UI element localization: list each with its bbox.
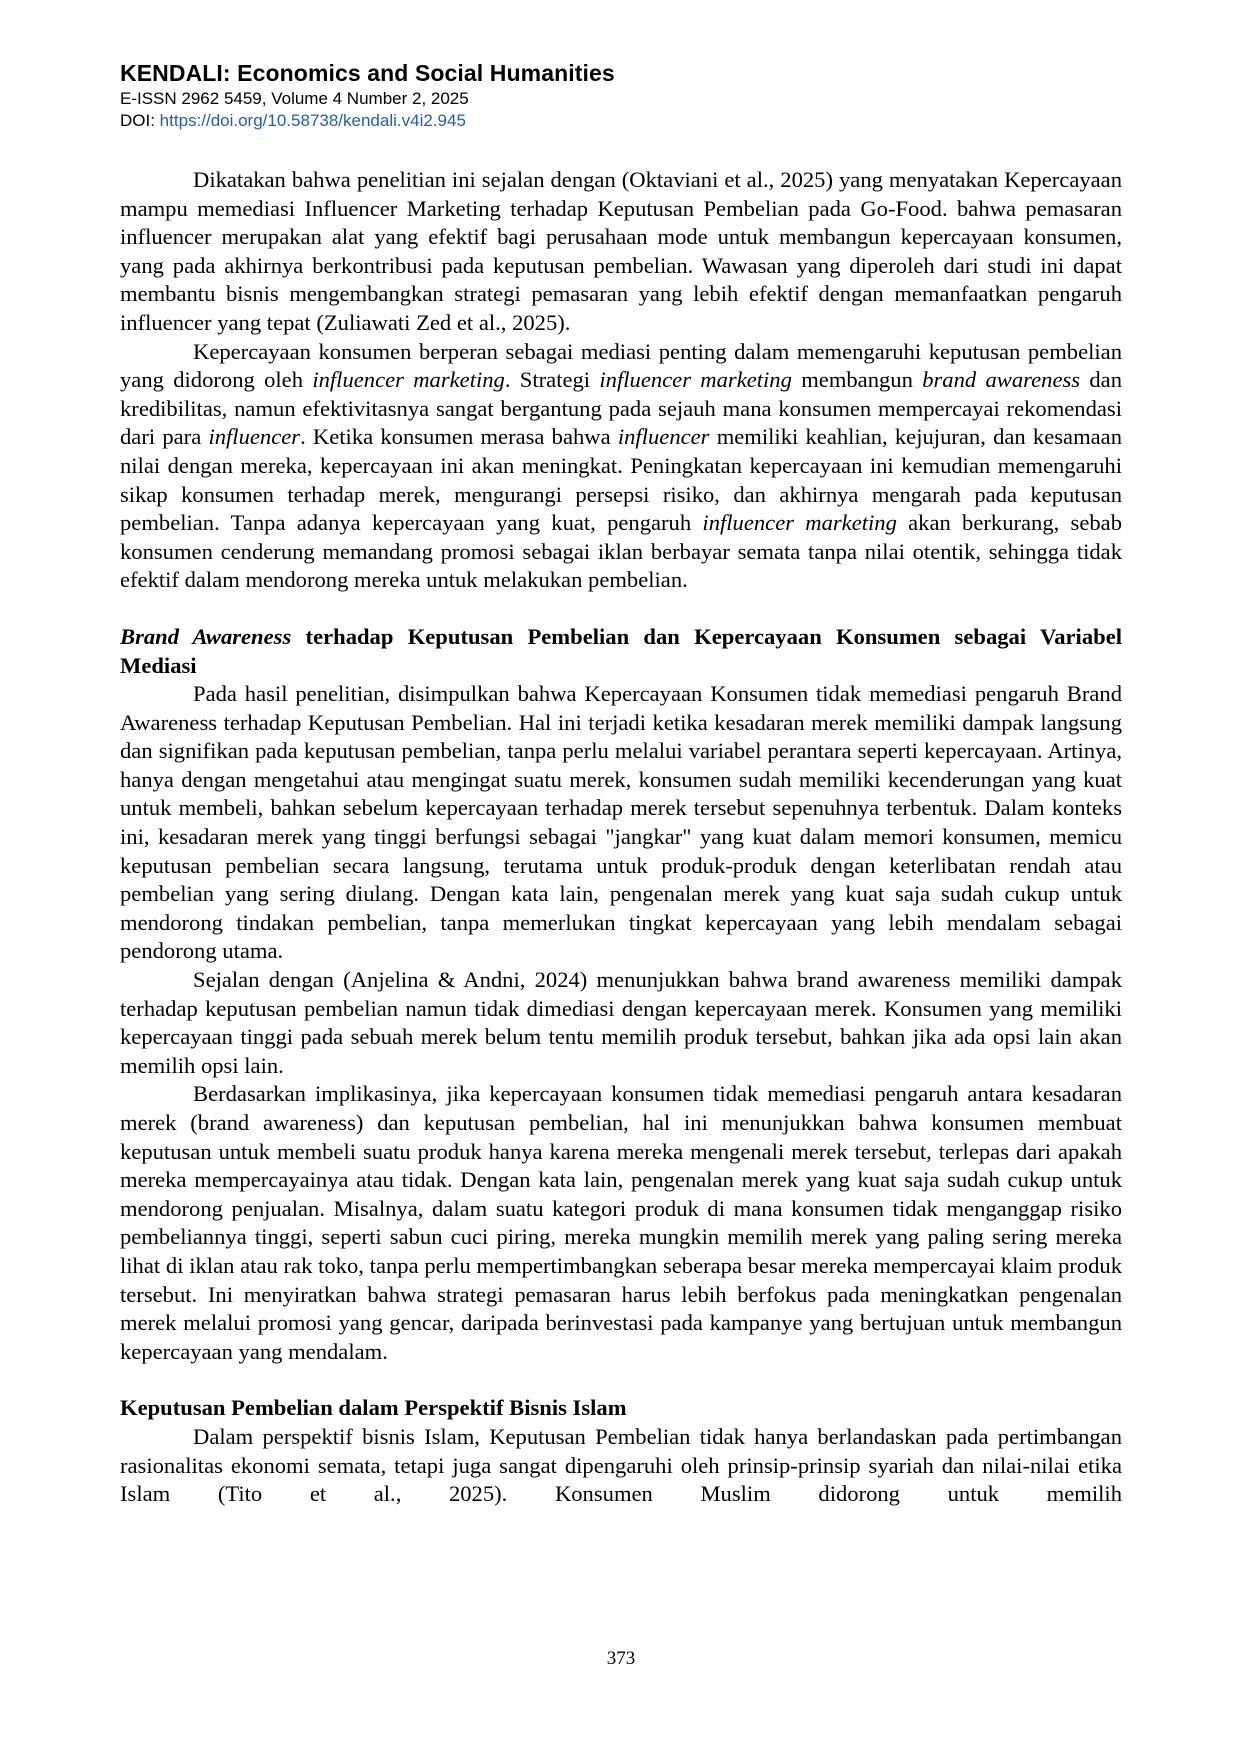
italic-term: influencer <box>208 424 301 450</box>
paragraph-3: Pada hasil penelitian, disimpulkan bahwa Kepercayaan Konsumen tidak memediasi pengaruh Brand Awareness terhadap Keputusan Pembelian. Hal ini terjadi ketika kesadaran merek memiliki dampak langsung dan signifikan pada keputusan pembelian, tanpa perlu melalui variabel perantara seperti kepercayaan. Artinya, hanya dengan mengetahui atau mengingat suatu merek, konsumen sudah memiliki kecenderungan yang kuat untuk membeli, bahkan sebelum kepercayaan terhadap merek tersebut sepenuhnya terbentuk. Dalam konteks ini, kesadaran merek yang tinggi berfungsi sebagai "jangkar" yang kuat dalam memori konsumen, memicu keputusan pembelian secara langsung, terutama untuk produk-produk dengan keterlibatan rendah atau pembelian yang sering diulang. Dengan kata lain, pengenalan merek yang kuat saja sudah cukup untuk mendorong tindakan pembelian, tanpa memerlukan tingkat kepercayaan yang lebih mendalam sebagai pendorong utama. <box>120 681 1122 964</box>
section-heading-brand-awareness <box>120 623 1122 680</box>
paragraph-2-text: dan kredibilitas, namun efektivitasnya sangat bergantung pada sejauh mana konsumen mempercayai rekomendasi dari para <box>120 367 1122 450</box>
paragraph-2-text: . Ketika konsumen merasa bahwa <box>300 424 618 450</box>
italic-term: influencer marketing <box>312 367 505 393</box>
page-number: 373 <box>606 1648 636 1669</box>
section-gap <box>120 595 1122 623</box>
italic-term: influencer <box>617 424 710 450</box>
section-heading-islamic-business: Keputusan Pembelian dalam Perspektif Bisnis Islam <box>120 1395 627 1421</box>
section-gap <box>120 1366 1122 1394</box>
paragraph-2-text: . Strategi <box>504 367 600 393</box>
doi-link[interactable]: https://doi.org/10.58738/kendali.v4i2.945 <box>159 111 466 130</box>
paragraph-4: Sejalan dengan (Anjelina & Andni, 2024) menunjukkan bahwa brand awareness memiliki dampak terhadap keputusan pembelian namun tidak dimediasi dengan kepercayaan merek. Konsumen yang memiliki kepercayaan tinggi pada sebuah merek belum tentu memilih produk tersebut, bahkan jika ada opsi lain akan memilih opsi lain. <box>120 967 1122 1078</box>
paragraph-2-text: akan berkurang, sebab konsumen cenderung memandang promosi sebagai iklan berbayar semata tanpa nilai otentik, sehingga tidak efektif dalam mendorong mereka untuk melakukan pembelian. <box>120 510 1122 593</box>
doi-label: DOI: <box>120 111 160 130</box>
paragraph-1: Dikatakan bahwa penelitian ini sejalan dengan (Oktaviani et al., 2025) yang menyatakan Kepercayaan mampu memediasi Influencer Marketing terhadap Keputusan Pembelian pada Go-Food. bahwa pemasaran influencer merupakan alat yang efektif bagi perusahaan mode untuk membangun kepercayaan konsumen, yang pada akhirnya berkontribusi pada keputusan pembelian. Wawasan yang diperoleh dari studi ini dapat membantu bisnis mengembangkan strategi pemasaran yang lebih efektif dengan memanfaatkan pengaruh influencer yang tepat (Zuliawati Zed et al., 2025). <box>120 167 1122 335</box>
doi-line <box>120 110 615 132</box>
heading-text: terhadap Keputusan Pembelian dan Kepercayaan Konsumen sebagai Variabel Mediasi <box>120 623 1123 678</box>
paragraph-2-text: Kepercayaan konsumen berperan sebagai mediasi penting dalam memengaruhi keputusan pembelian yang didorong oleh <box>120 338 1122 393</box>
body-text <box>120 166 1122 1509</box>
paragraph-2-text: membangun <box>791 367 923 393</box>
paragraph-5: Berdasarkan implikasinya, jika kepercayaan konsumen tidak memediasi pengaruh antara kesadaran merek (brand awareness) dan keputusan pembelian, hal ini menunjukkan bahwa konsumen membuat keputusan untuk membeli suatu produk hanya karena mereka mengenali merek tersebut, terlepas dari apakah mereka mempercayainya atau tidak. Dengan kata lain, pengenalan merek yang kuat saja sudah cukup untuk mendorong penjualan. Misalnya, dalam suatu kategori produk di mana konsumen tidak menganggap risiko pembeliannya tinggi, seperti sabun cuci piring, mereka mungkin memilih merek yang paling sering mereka lihat di iklan atau rak toko, tanpa perlu mempertimbangkan seberapa besar mereka mempercayai klaim produk tersebut. Ini menyiratkan bahwa strategi pemasaran harus lebih berfokus pada meningkatkan pengenalan merek melalui promosi yang gencar, daripada berinvestasi pada kampanye yang bertujuan untuk membangun kepercayaan yang mendalam. <box>120 1081 1122 1364</box>
paragraph-6: Dalam perspektif bisnis Islam, Keputusan Pembelian tidak hanya berlandaskan pada pertimbangan rasionalitas ekonomi semata, tetapi juga sangat dipengaruhi oleh prinsip-prinsip syariah dan nilai-nilai etika Islam (Tito et al., 2025). Konsumen Muslim didorong untuk memilih <box>120 1423 1122 1507</box>
journal-title: KENDALI: Economics and Social Humanities <box>120 60 615 86</box>
paragraph-2-text: memiliki keahlian, kejujuran, dan kesamaan nilai dengan mereka, kepercayaan ini akan meningkat. Peningkatan kepercayaan ini kemudian memengaruhi sikap konsumen terhadap merek, mengurangi persepsi risiko, dan akhirnya mengarah pada keputusan pembelian. Tanpa adanya kepercayaan yang kuat, pengaruh <box>120 424 1122 536</box>
italic-term: influencer marketing <box>599 367 792 393</box>
paragraph-2 <box>120 338 1122 595</box>
issn-line: E-ISSN 2962 5459, Volume 4 Number 2, 2025 <box>120 89 469 108</box>
journal-header <box>120 58 615 132</box>
italic-term: influencer marketing <box>702 510 897 536</box>
heading-italic-term: Brand Awareness <box>120 623 292 649</box>
italic-term: brand awareness <box>922 367 1081 393</box>
